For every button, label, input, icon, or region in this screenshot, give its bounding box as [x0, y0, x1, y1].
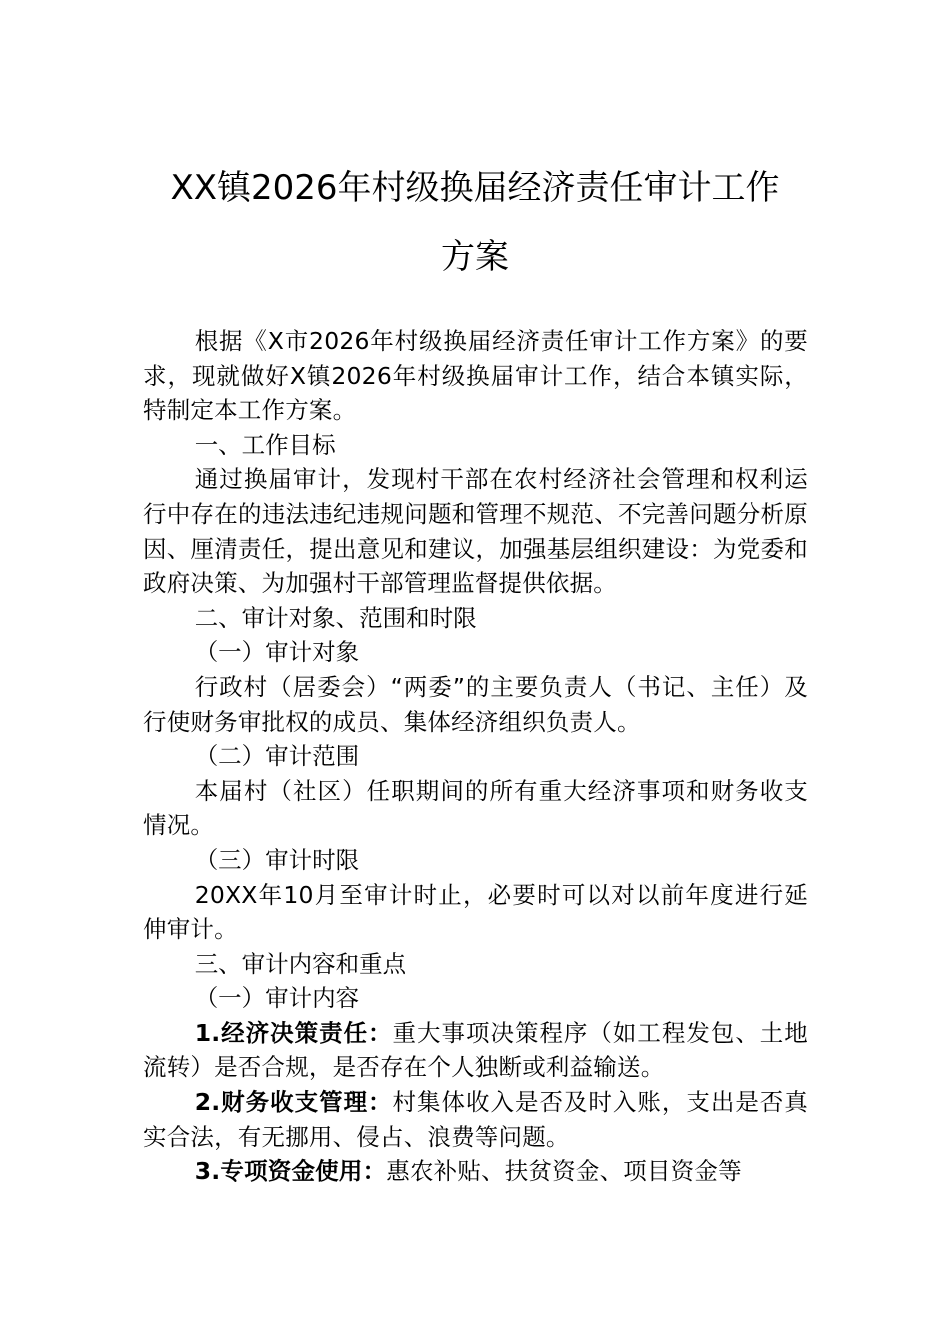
document-title-line1: XX镇2026年村级换届经济责任审计工作: [170, 168, 780, 208]
subsection-3-1-heading: （一）审计内容: [194, 984, 360, 1013]
item-1-paragraph: [143, 1016, 808, 1085]
subsection-2-3-heading: （三）审计时限: [194, 845, 360, 874]
subsection-2-1-heading: （一）审计对象: [194, 638, 360, 667]
subsection-2-2-heading: （二）审计范围: [194, 742, 360, 771]
item-3-label: 3.专项资金使用：: [194, 1157, 387, 1186]
item-2-label: 2.财务收支管理：: [194, 1088, 393, 1117]
item-3-text: 惠农补贴、扶贫资金、项目资金等: [386, 1157, 742, 1186]
section-2-heading: 二、审计对象、范围和时限: [194, 603, 477, 632]
document-body: [143, 324, 808, 1189]
item-2-text: 村集体收入是否及时入账，支出是否真实合法，有无挪用、侵占、浪费等问题。: [143, 1088, 808, 1151]
item-2-paragraph: [143, 1085, 808, 1154]
item-3-paragraph: [143, 1154, 808, 1189]
subsection-2-2-paragraph: 本届村（社区）任职期间的所有重大经济事项和财务收支情况。: [143, 776, 808, 840]
subsection-2-1-paragraph: 行政村（居委会）“两委”的主要负责人（书记、主任）及行使财务审批权的成员、集体经济组织负责人。: [143, 672, 808, 736]
item-1-text: 重大事项决策程序（如工程发包、土地流转）是否合规，是否存在个人独断或利益输送。: [143, 1018, 808, 1082]
subsection-2-3-paragraph: 20XX年10月至审计时止，必要时可以对以前年度进行延伸审计。: [143, 880, 808, 944]
document-title-line2: 方案: [441, 237, 509, 277]
item-1-label: 1.经济决策责任：: [194, 1018, 393, 1047]
intro-paragraph: 根据《X市2026年村级换届经济责任审计工作方案》的要求，现就做好X镇2026年村级换届审计工作，结合本镇实际，特制定本工作方案。: [143, 327, 808, 425]
section-1-paragraph: 通过换届审计，发现村干部在农村经济社会管理和权利运行中存在的违法违纪违规问题和管理不规范、不完善问题分析原因、厘清责任，提出意见和建议，加强基层组织建设：为党委和政府决策、为加强村干部管理监督提供依据。: [143, 465, 808, 598]
section-1-heading: 一、工作目标: [194, 430, 336, 459]
section-3-heading: 三、审计内容和重点: [194, 949, 407, 978]
